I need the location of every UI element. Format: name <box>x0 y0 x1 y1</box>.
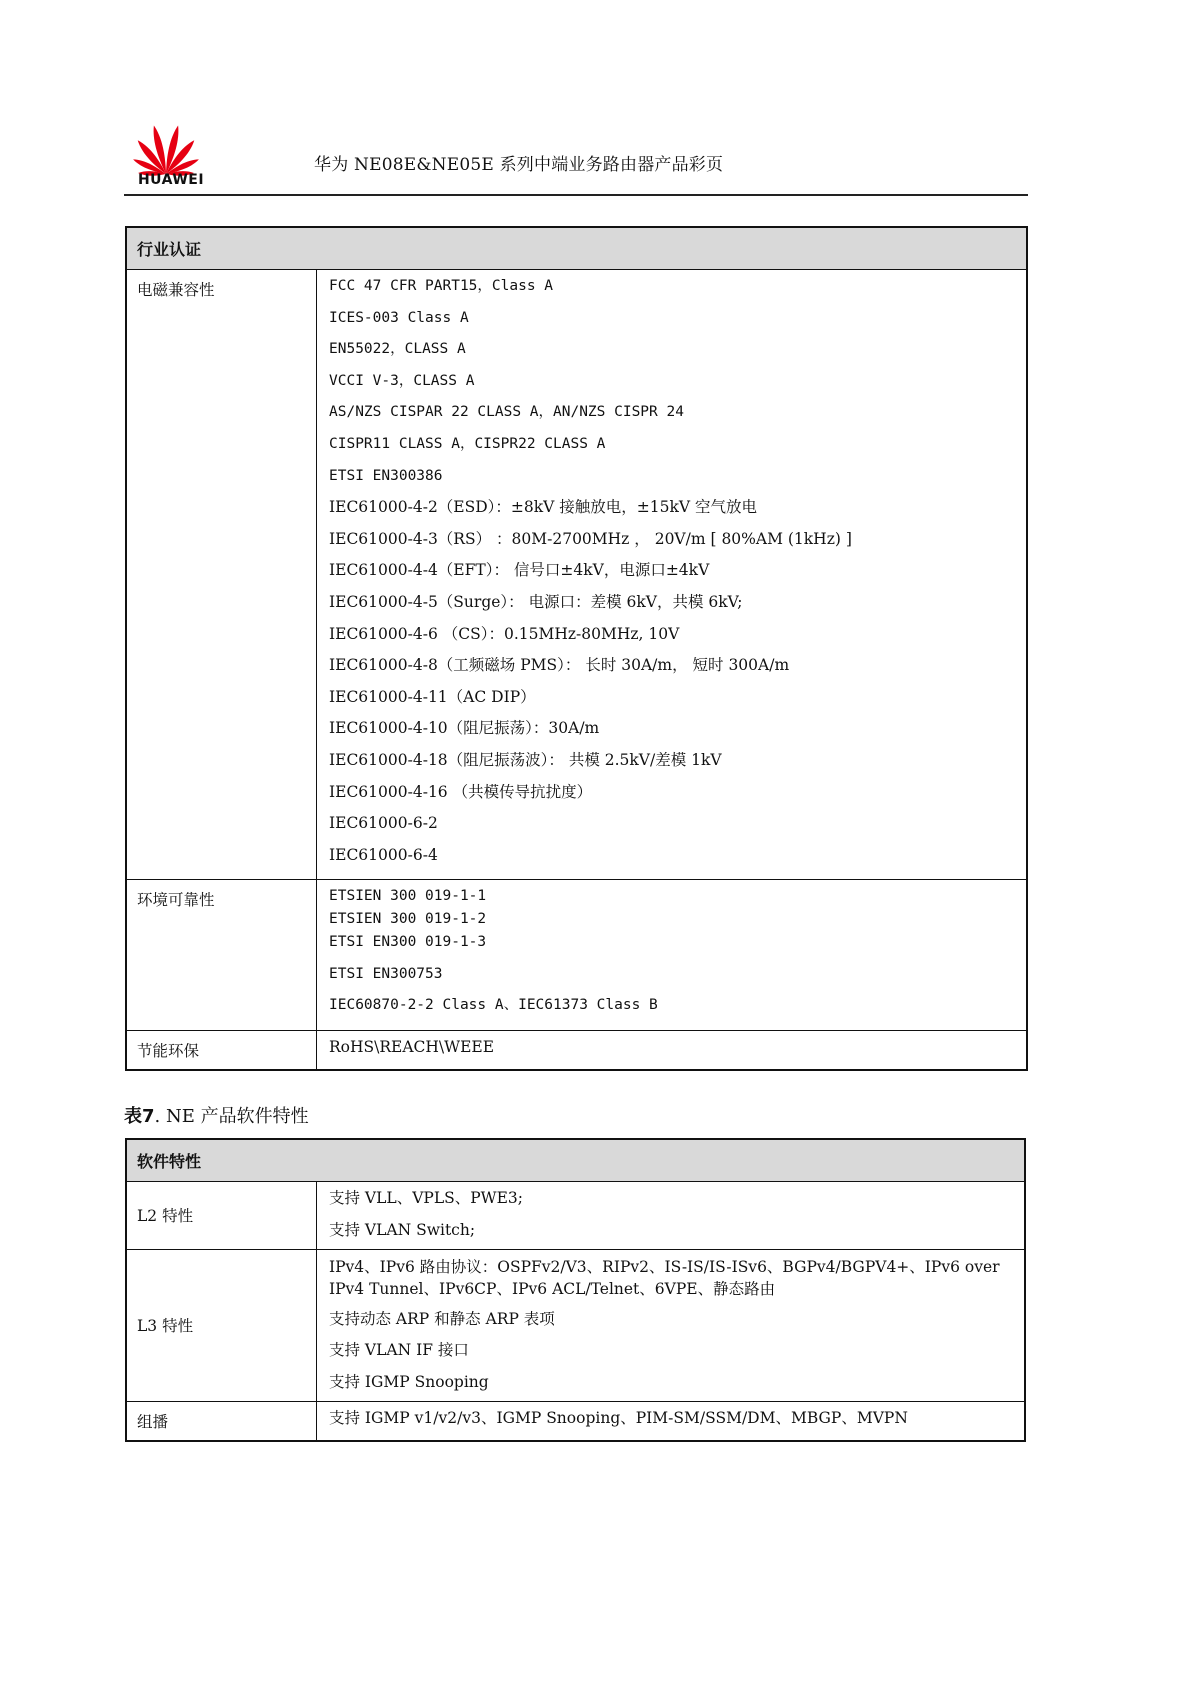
list-item: ICES-003 Class A <box>329 309 469 326</box>
huawei-petal-icon <box>130 120 202 176</box>
list-item: AS/NZS CISPAR 22 CLASS A，AN/NZS CISPR 24 <box>329 404 684 421</box>
row-label-l2: L2 特性 <box>126 1182 317 1250</box>
row-label-multicast: 组播 <box>126 1401 317 1441</box>
list-item: 支持 VLAN IF 接口 <box>329 1341 469 1360</box>
list-item: IEC61000-4-11（AC DIP） <box>329 687 536 706</box>
table-row <box>126 1249 1025 1401</box>
row-values-multicast <box>317 1401 1026 1441</box>
list-item: VCCI V-3，CLASS A <box>329 372 475 389</box>
list-item: IEC61000-4-16 （共模传导抗扰度） <box>329 782 593 801</box>
list-item: IEC61000-4-6 （CS）：0.15MHz-80MHz, 10V <box>329 624 680 643</box>
caption-text: . NE 产品软件特性 <box>154 1106 309 1127</box>
list-item: IEC61000-4-18（阻尼振荡波）： 共模 2.5kV/差模 1kV <box>329 750 722 769</box>
row-label-environment: 环境可靠性 <box>126 880 317 1031</box>
list-item: 支持 VLL、VPLS、PWE3; <box>329 1189 524 1207</box>
table-caption <box>124 1102 309 1128</box>
list-item: 支持动态 ARP 和静态 ARP 表项 <box>329 1309 555 1328</box>
list-item: CISPR11 CLASS A，CISPR22 CLASS A <box>329 435 606 452</box>
page-header <box>124 120 1028 196</box>
certification-table <box>125 226 1028 1071</box>
list-item: IEC61000-4-2（ESD）：±8kV 接触放电，±15kV 空气放电 <box>329 498 757 517</box>
list-item: FCC 47 CFR PART15，Class A <box>329 278 554 294</box>
list-item: ETSI EN300386 <box>329 467 443 484</box>
huawei-logo <box>130 120 205 190</box>
list-item: IEC61000-6-2 <box>329 814 438 833</box>
logo-wordmark: HUAWEI <box>137 172 205 188</box>
list-item: ETSI EN300 019-1-3 <box>329 934 487 951</box>
list-item: 支持 VLAN Switch; <box>329 1220 476 1239</box>
table-row <box>126 270 1027 880</box>
row-label-l3: L3 特性 <box>126 1249 317 1401</box>
list-item: RoHS\REACH\WEEE <box>329 1038 495 1057</box>
list-item: IEC61000-4-10（阻尼振荡）：30A/m <box>329 719 600 738</box>
list-item: IEC61000-4-5（Surge）： 电源口：差模 6kV，共模 6kV; <box>329 592 743 611</box>
table-row <box>126 1182 1025 1250</box>
table-heading: 软件特性 <box>126 1139 1025 1182</box>
document-title: 华为 NE08E&NE05E 系列中端业务路由器产品彩页 <box>314 155 724 175</box>
table-heading: 行业认证 <box>126 227 1027 270</box>
list-item: IEC61000-6-4 <box>329 845 438 864</box>
list-item: IEC61000-4-8（工频磁场 PMS）： 长时 30A/m， 短时 300A/m <box>329 656 790 675</box>
list-item: ETSI EN300753 <box>329 965 443 982</box>
table-row <box>126 880 1027 1031</box>
row-values-emc <box>317 270 1028 880</box>
row-values-l2 <box>317 1182 1026 1250</box>
list-item: IEC61000-4-3（RS） ：80M-2700MHz ， 20V/m [ 80%AM (1kHz) ] <box>329 529 852 548</box>
software-features-table <box>125 1138 1026 1442</box>
list-item: IEC60870-2-2 Class A、IEC61373 Class B <box>329 997 658 1014</box>
list-item: EN55022，CLASS A <box>329 341 466 358</box>
row-values-l3 <box>317 1249 1026 1401</box>
caption-prefix: 表7 <box>124 1106 155 1127</box>
list-item: IEC61000-4-4（EFT）： 信号口±4kV，电源口±4kV <box>329 561 710 580</box>
list-item: IPv4、IPv6 路由协议：OSPFv2/V3、RIPv2、IS-IS/IS-ISv6、BGPv4/BGPV4+、IPv6 over IPv4 Tunnel、IPv6CP、IPv6 ACL/Telnet、6VPE、静态路由 <box>329 1257 1000 1298</box>
row-label-energy: 节能环保 <box>126 1031 317 1071</box>
table-row <box>126 1031 1027 1071</box>
list-item: 支持 IGMP v1/v2/v3、IGMP Snooping、PIM-SM/SSM/DM、MBGP、MVPN <box>329 1408 908 1427</box>
table-row <box>126 1401 1025 1441</box>
list-item: ETSIEN 300 019-1-1 <box>329 888 487 905</box>
row-values-energy <box>317 1031 1028 1071</box>
list-item: 支持 IGMP Snooping <box>329 1372 489 1391</box>
row-values-environment <box>317 880 1028 1031</box>
row-label-emc: 电磁兼容性 <box>126 270 317 880</box>
list-item: ETSIEN 300 019-1-2 <box>329 911 487 928</box>
